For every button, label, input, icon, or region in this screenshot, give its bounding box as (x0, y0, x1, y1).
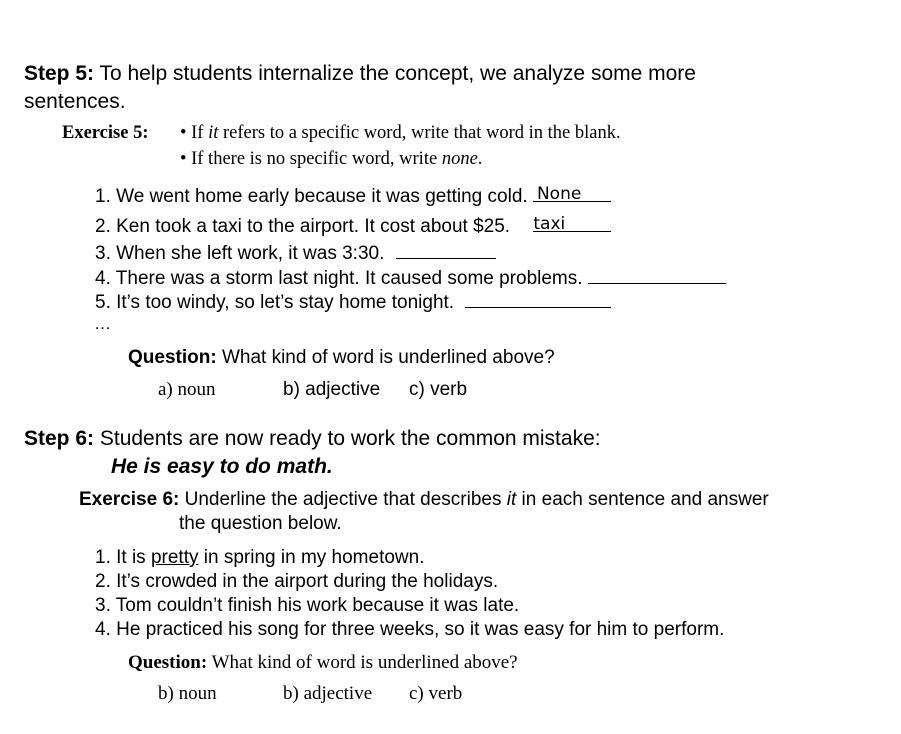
ex6-item-1-post: in spring in my hometown. (198, 547, 425, 568)
ex5-answer-1: None (536, 184, 582, 204)
ex6-instr-pre: Underline the adjective that describes (179, 489, 507, 510)
bullet1-post: refers to a specific word, write that word in the blank. (218, 123, 621, 143)
ex5-question (128, 347, 555, 369)
ex6-option-b: b) adjective (283, 683, 373, 704)
ex5-question-label: Question: (128, 347, 217, 368)
step5-line1 (24, 62, 696, 86)
step6-mistake (111, 455, 333, 479)
ex5-question-text: What kind of word is underlined above? (216, 347, 555, 368)
ex5-blank-2 (533, 215, 611, 232)
bullet1-pre: If (191, 123, 209, 143)
ex6-question-text: What kind of word is underlined above? (207, 652, 518, 673)
step6-line (24, 427, 601, 451)
ex5-ellipsis: … (94, 314, 111, 333)
ex6-option-a: b) noun (158, 683, 217, 704)
exercise5-bullet1: • If it refers to a specific word, write that word in the blank. (180, 123, 621, 143)
ex5-option-a (158, 379, 216, 401)
ex6-instr-post: in each sentence and answer (516, 489, 769, 510)
ex6-item-1-pre: 1. It is (95, 547, 151, 568)
ex6-instr-it: it (506, 489, 517, 510)
ex5-item-4 (95, 267, 726, 290)
ex5-item-1 (95, 185, 611, 208)
step6-mistake-text: He is easy to do math. (111, 455, 333, 478)
ex5-item-5-text: 5. It’s too windy, so let’s stay home tonight. (95, 292, 455, 313)
ex5-item-2-text: 2. Ken took a taxi to the airport. It cost about $25. (95, 216, 511, 237)
bullet2-post: . (477, 149, 483, 169)
exercise5-label-text: Exercise 5: (62, 123, 149, 143)
bullet2-pre: If there is no specific word, write (191, 149, 442, 169)
ex5-item-1-text: 1. We went home early because it was getting cold. (95, 186, 528, 207)
ex6-question-label: Question: (128, 652, 208, 673)
ex6-item-1 (95, 547, 425, 569)
ex5-option-a-text: a) noun (158, 379, 216, 400)
step5-line2: sentences. (24, 90, 126, 113)
step5-label: Step 5: (24, 62, 95, 85)
ex5-answer-2: taxi (533, 214, 566, 234)
ex5-option-c: c) verb (409, 379, 468, 400)
ex6-item-3: 3. Tom couldn’t finish his work because it was late. (95, 595, 520, 616)
exercise5-bullet2: • If there is no specific word, write none. (180, 149, 483, 169)
ex5-item-4-text: 4. There was a storm last night. It caused some problems. (95, 268, 583, 289)
ex6-label: Exercise 6: (79, 489, 180, 510)
ex5-option-b: b) adjective (283, 379, 381, 400)
step6-label: Step 6: (24, 427, 95, 450)
ex5-blank-1 (533, 185, 611, 202)
exercise5-label (62, 123, 148, 144)
ex6-item-2: 2. It’s crowded in the airport during the holidays. (95, 571, 499, 592)
ex6-item-4: 4. He practiced his song for three weeks, so it was easy for him to perform. (95, 619, 725, 640)
bullet2-none: none (441, 149, 478, 169)
ex5-item-2 (95, 215, 611, 238)
ex6-instruction-line2: the question below. (179, 513, 342, 534)
ex6-option-c: c) verb (409, 683, 463, 704)
ex5-blank-3 (396, 242, 496, 259)
ex5-item-5 (95, 291, 611, 314)
ex5-blank-5 (465, 291, 611, 308)
step5-text: To help students internalize the concept, we analyze some more (94, 62, 696, 85)
ex6-instruction (79, 489, 769, 511)
ex6-item-1-underlined: pretty (150, 547, 199, 568)
ex6-question (128, 652, 518, 674)
bullet1-it: it (208, 123, 219, 143)
step6-text: Students are now ready to work the common mistake: (94, 427, 601, 450)
ex5-blank-4 (588, 267, 726, 284)
ex5-item-3 (95, 242, 496, 265)
ex5-item-3-text: 3. When she left work, it was 3:30. (95, 243, 385, 264)
